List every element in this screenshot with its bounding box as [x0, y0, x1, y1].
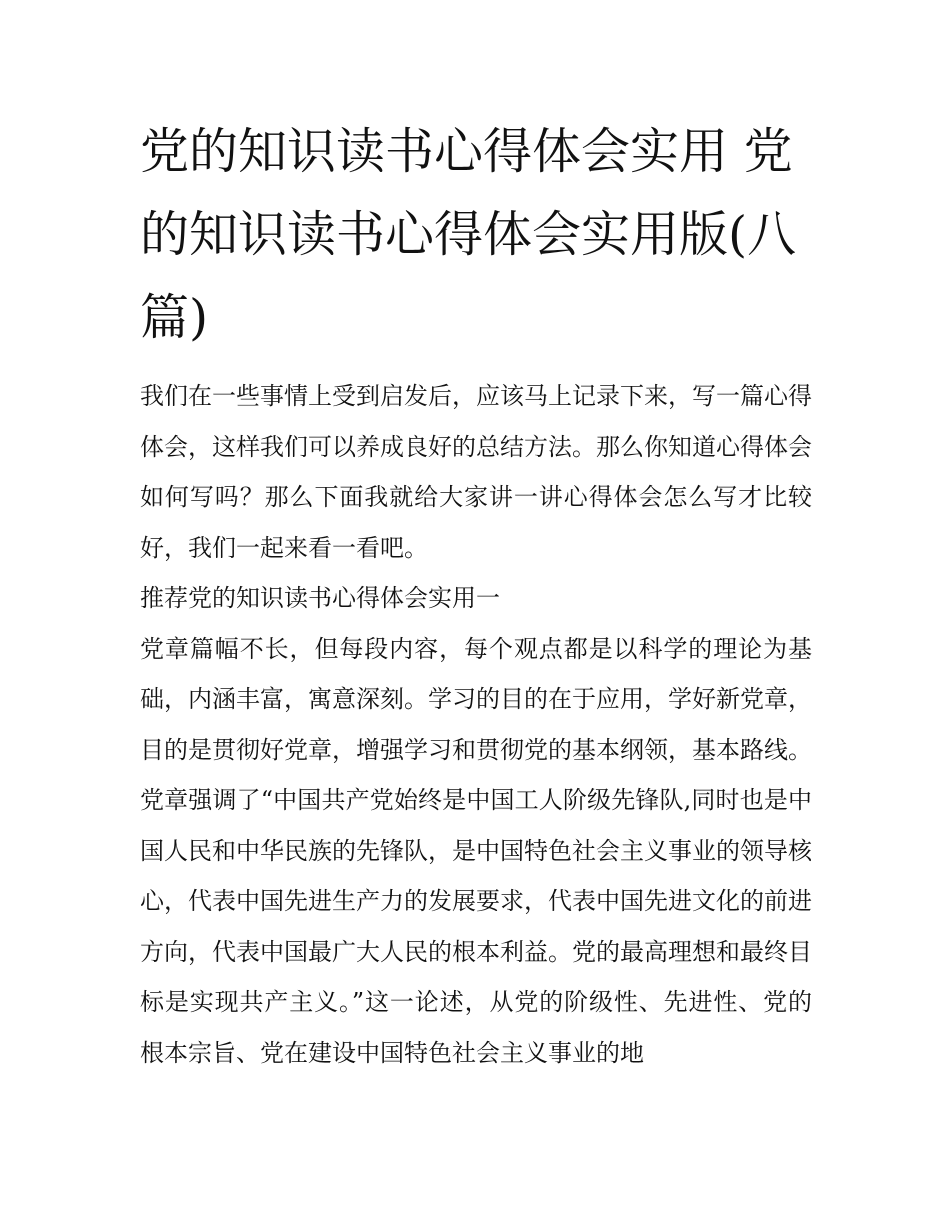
document-title: 党的知识读书心得体会实用 党的知识读书心得体会实用版(八篇): [140, 123, 797, 346]
document-page: [140, 110, 815, 1078]
body-paragraph-1: 党章篇幅不长，但每段内容，每个观点都是以科学的理论为基础，内涵丰富，寓意深刻。学习的目的在于应用，学好新党章，目的是贯彻好党章，增强学习和贯彻党的基本纲领，基本路线。: [140, 634, 812, 764]
body-paragraph-2: 党章强调了“中国共产党始终是中国工人阶级先锋队,同时也是中国人民和中华民族的先锋队，是中国特色社会主义事业的领导核心，代表中国先进生产力的发展要求，代表中国先进文化的前进方向，代表中国最广大人民的根本利益。党的最高理想和最终目标是实现共产主义。”这一论述，从党的阶级性、先进性、党的根本宗旨、党在建设中国特色社会主义事业的地: [140, 786, 812, 1067]
intro-paragraph: 我们在一些事情上受到启发后，应该马上记录下来，写一篇心得体会，这样我们可以养成良好的总结方法。那么你知道心得体会如何写吗？那么下面我就给大家讲一讲心得体会怎么写才比较好，我们一起来看一看吧。: [140, 382, 812, 562]
section-heading: 推荐党的知识读书心得体会实用一: [140, 584, 500, 612]
